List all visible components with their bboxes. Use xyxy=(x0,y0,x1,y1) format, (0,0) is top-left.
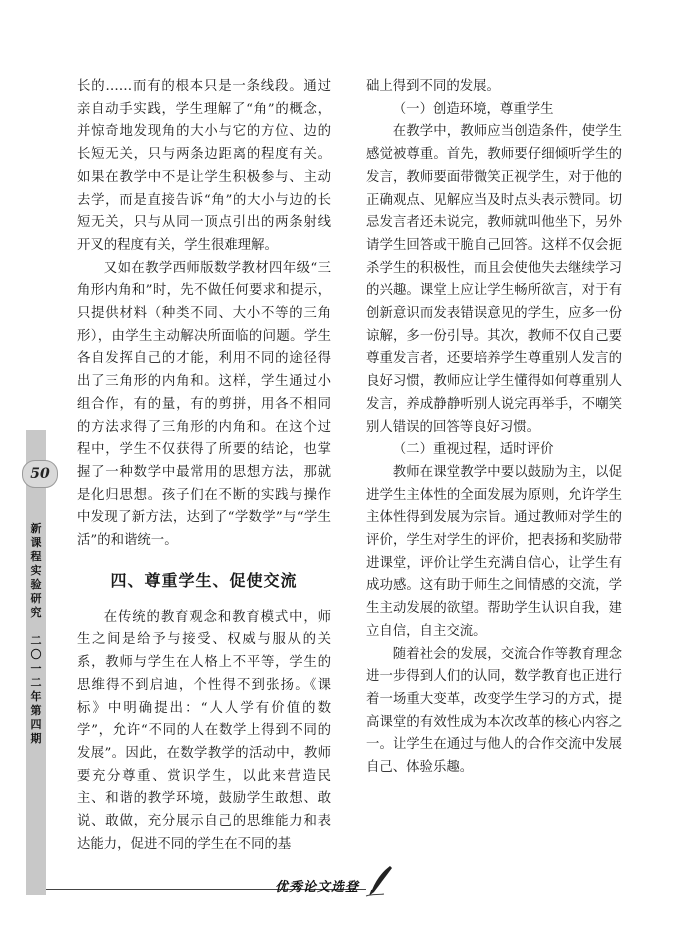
subheading: （一）创造环境，尊重学生 xyxy=(392,101,554,117)
paragraph: 础上得到不同的发展。 xyxy=(366,79,500,94)
section-heading: 四、尊重学生、促使交流 xyxy=(110,570,298,590)
paragraph: 长的……而有的根本只是一条线段。通过亲自动手实践，学生理解了“角”的概念，并惊奇地发现角的大小与它的方位、边的长短无关，只与两条边距离的程度有关。如果在教学中不是让学生积极参与、主动去学，而是直接告诉“角”的大小与边的长短无关，只与从同一顶点引出的两条射线开叉的程度有关，学生很难理解。 xyxy=(77,79,331,253)
paragraph: 随着社会的发展，交流合作等教育理念进一步得到人们的认同，数学教育也正进行着一场重大变革，改变学生学习的方式，提高课堂的有效性成为本次改革的核心内容之一。让学生在通过与他人的合作交流中发展自己、体验乐趣。 xyxy=(366,646,622,776)
paragraph: 在传统的教育观念和教育模式中，师生之间是给予与接受、权威与服从的关系，教师与学生在人格上不平等，学生的思维得不到启迪，个性得不到张扬。《课标》中明确提出：“人人学有价值的数学”，允许“不同的人在数学上得到不同的发展”。因此，在数学教学的活动中，教师要充分尊重、赏识学生，以此来营造民主、和谐的教学环境，鼓励学生敢想、敢说、敢做，充分展示自己的思维能力和表达能力，促进不同的学生在不同的基 xyxy=(77,609,331,852)
page-number: 50 xyxy=(22,460,58,488)
paragraph: 教师在课堂教学中要以鼓励为主，以促进学生主体性的全面发展为原则，允许学生主体性得到发展为宗旨。通过教师对学生的评价，学生对学生的评价，把表扬和奖励带进课堂，评价让学生充满自信心，让学生有成功感。这有助于师生之间情感的交流，学生主动发展的欲望。帮助学生认识自我，建立自信，自主交流。 xyxy=(366,464,622,639)
subheading: （二）重视过程，适时评价 xyxy=(392,442,554,458)
footer-title: 优秀论文选登 xyxy=(274,880,359,895)
pen-icon xyxy=(364,864,394,898)
right-column xyxy=(366,76,622,780)
journal-side-label: 新 课 程 实 验 研 究 二 〇 一 二 年 第 四 期 xyxy=(30,522,42,745)
paragraph: 又如在教学西师版数学教材四年级“三角形内角和”时，先不做任何要求和提示，只提供材料（种类不同、大小不等的三角形），由学生主动解决所面临的问题。学生各自发挥自己的才能，利用不同的途径得出了三角形的内角和。这样，学生通过小组合作，有的量，有的剪拼，用各不相同的方法求得了三角形的内角和。在这个过程中，学生不仅获得了所要的结论，也掌握了一种数学中最常用的思想方法，那就是化归思想。孩子们在不断的实践与操作中发现了新方法，达到了“学数学”与“学生活”的和谐统一。 xyxy=(77,260,331,549)
left-column xyxy=(77,76,331,857)
paragraph: 在教学中，教师应当创造条件，使学生感觉被尊重。首先，教师要仔细倾听学生的发言，教师要面带微笑正视学生，对于他的正确观点、见解应当及时点头表示赞同。切忌发言者还未说完，教师就叫他坐下，另外请学生回答或干脆自己回答。这样不仅会扼杀学生的积极性，而且会使他失去继续学习的兴趣。课堂上应让学生畅所欲言，对于有创新意识而发表错误意见的学生，应多一份谅解，多一份引导。其次，教师不仅自己要尊重发言者，还要培养学生尊重别人发言的良好习惯，教师应让学生懂得如何尊重别人发言，养成静静听别人说完再举手，不嘲笑别人错误的回答等良好习惯。 xyxy=(366,124,622,435)
